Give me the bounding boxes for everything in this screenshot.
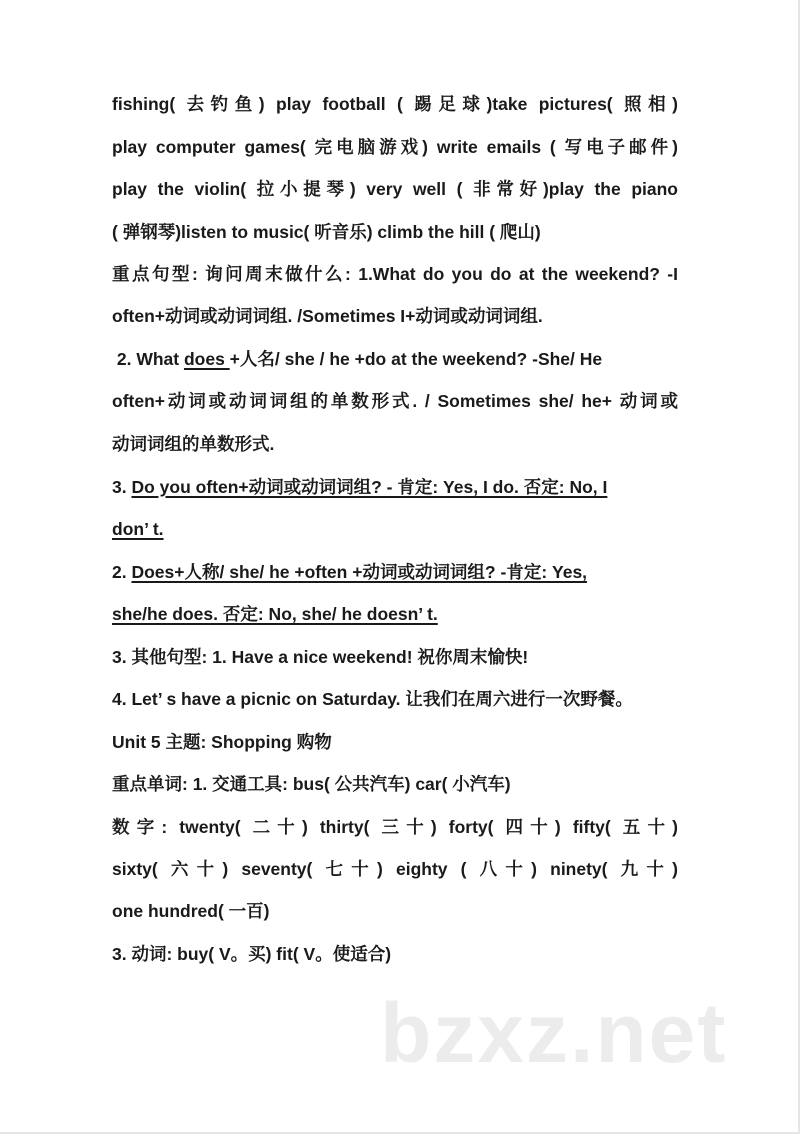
unit5-vocab-line-2: 数字: twenty( 二十) thirty( 三十) forty( 四十) fifty( 五十): [112, 817, 678, 837]
underlined-text: does: [183, 349, 230, 369]
key-sentence-line-4: often+动词或动词词组的单数形式. / Sometimes she/ he+ 动词或: [112, 391, 678, 411]
unit5-vocab-line-3: sixty( 六十) seventy( 七十) eighty ( 八十) ninety( 九十): [112, 859, 678, 879]
text: 2.: [112, 562, 132, 582]
key-sentence-line-3: [112, 347, 678, 371]
key-sentence-line-1: 重点句型: 询问周末做什么: 1.What do you do at the weekend? -I: [112, 264, 678, 284]
other-sentence-line-2: 4. Let’ s have a picnic on Saturday. 让我们在周六进行一次野餐。: [112, 689, 633, 709]
text: 3.: [112, 477, 132, 497]
unit5-vocab-line-4: one hundred( 一百): [112, 901, 270, 921]
key-sentence-line-8: [112, 560, 678, 584]
vocab-line-4: ( 弹钢琴)listen to music( 听音乐) climb the hill ( 爬山): [112, 222, 541, 242]
vocab-line-1: fishing( 去钓鱼) play football ( 踢足球)take pictures( 照相): [112, 94, 678, 114]
text: +人名/ she / he +do at the weekend? -She/ He: [229, 349, 603, 369]
key-sentence-line-9: she/he does. 否定: No, she/ he doesn’ t.: [112, 604, 438, 624]
key-sentence-line-7: don’ t.: [112, 519, 164, 539]
vocab-line-3: play the violin( 拉小提琴) very well ( 非常好)play the piano: [112, 179, 678, 199]
key-sentence-line-5: 动词词组的单数形式.: [112, 434, 275, 454]
key-sentence-line-2: often+动词或动词词组. /Sometimes I+动词或动词词组.: [112, 306, 543, 326]
unit5-vocab-line-1: 重点单词: 1. 交通工具: bus( 公共汽车) car( 小汽车): [112, 774, 511, 794]
underlined-text: Do you often+动词或动词词组? - 肯定: Yes, I do. 否定: No, I: [131, 477, 608, 497]
underlined-text: Does+人称/ she/ he +often +动词或动词词组? -肯定: Yes,: [131, 562, 588, 582]
vocab-line-2: play computer games( 完电脑游戏) write emails ( 写电子邮件): [112, 137, 678, 157]
watermark: bzxz.net: [380, 986, 728, 1080]
unit-heading: Unit 5 主题: Shopping 购物: [112, 732, 332, 752]
unit5-verbs-line: 3. 动词: buy( V。买) fit( V。使适合): [112, 944, 392, 964]
other-sentence-line-1: 3. 其他句型: 1. Have a nice weekend! 祝你周末愉快!: [112, 647, 529, 667]
key-sentence-line-6: [112, 475, 678, 499]
text: 2. What: [112, 349, 184, 369]
